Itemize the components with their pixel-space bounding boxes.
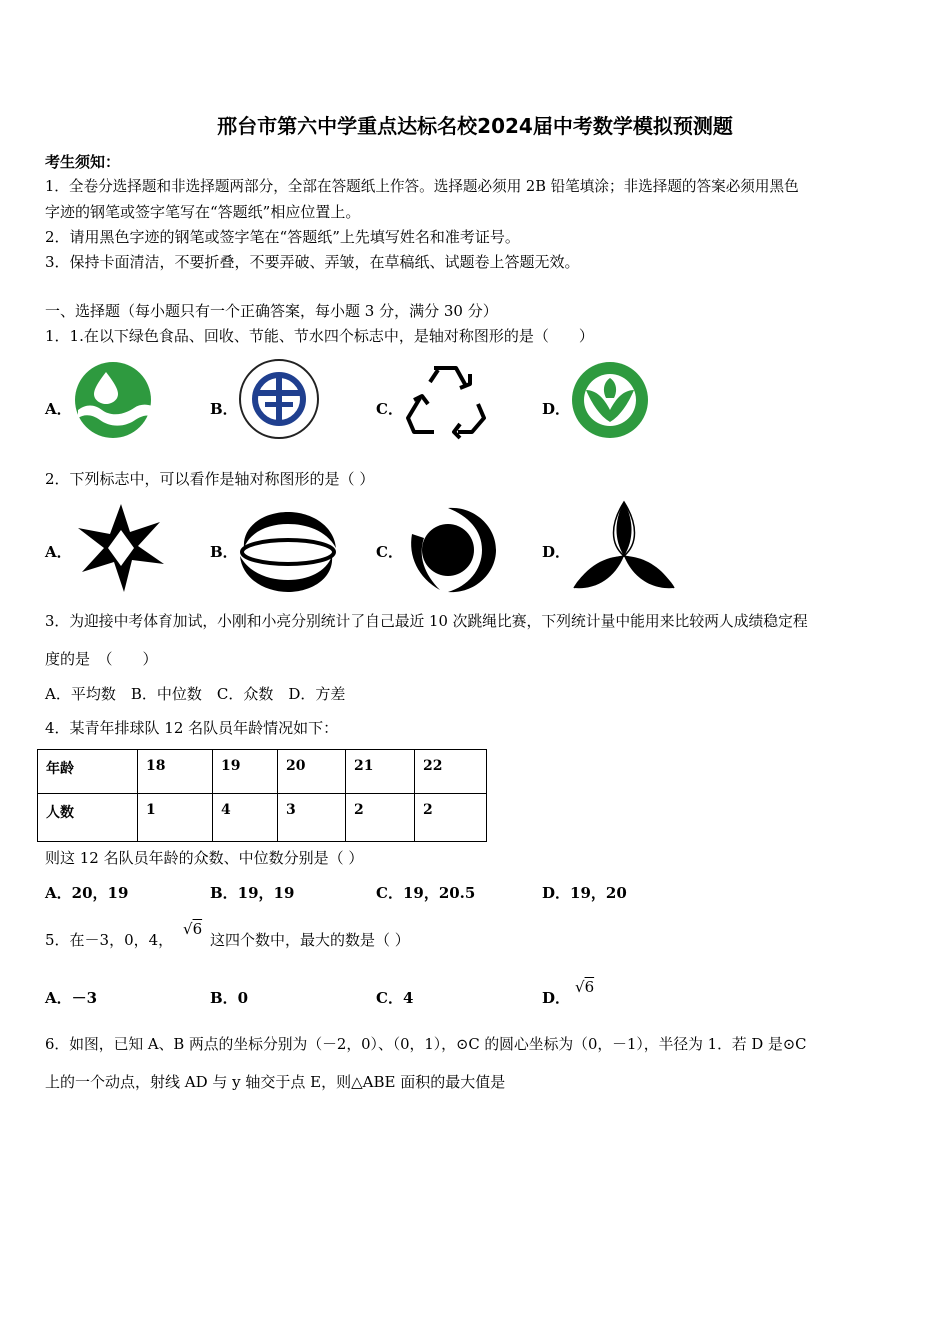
q3-stem-line-2: 度的是 （ ）: [45, 650, 158, 668]
q2-option-c-label: C．: [376, 543, 403, 561]
notice-heading: 考生须知：: [45, 153, 121, 171]
swirl-circle-logo-icon: [404, 504, 498, 596]
page-title: 邢台市第六中学重点达标名校2024届中考数学模拟预测题: [217, 114, 733, 138]
q1-option-d-label: D．: [542, 400, 571, 418]
table-cell: 2: [415, 794, 487, 842]
table-cell: 2: [346, 794, 415, 842]
three-petal-logo-icon: [570, 498, 678, 596]
q4-option-b: B．19，19: [210, 884, 295, 902]
recycle-logo-icon: [404, 362, 486, 440]
table-cell: 年龄: [38, 750, 138, 794]
table-cell: 19: [213, 750, 278, 794]
q4-option-a: A．20，19: [45, 884, 129, 902]
q1-option-b-label: B．: [210, 400, 238, 418]
four-star-logo-icon: [74, 502, 168, 594]
table-cell: 22: [415, 750, 487, 794]
q4-option-d: D．19，20: [542, 884, 627, 902]
q3-options: A．平均数 B．中位数 C．众数 D．方差: [45, 685, 346, 703]
energy-saving-logo-icon: [238, 358, 320, 440]
q2-option-d-label: D．: [542, 543, 571, 561]
table-cell: 1: [138, 794, 213, 842]
water-saving-logo-icon: [72, 360, 154, 440]
q4-stem: 4．某青年排球队 12 名队员年龄情况如下：: [45, 719, 339, 737]
q5-option-d-sqrt: [575, 978, 594, 996]
notice-item-2: 2．请用黑色字迹的钢笔或签字笔在“答题纸”上先填写姓名和准考证号。: [45, 228, 520, 246]
q1-option-a-label: A．: [45, 400, 72, 418]
notice-item-1-line-1: 1．全卷分选择题和非选择题两部分，全部在答题纸上作答。选择题必须用 2B 铅笔填涂；非选择题的答案必须用黑色: [45, 178, 799, 195]
table-cell: 18: [138, 750, 213, 794]
table-cell: 20: [278, 750, 346, 794]
sqrt-radicand: 6: [584, 978, 595, 996]
crescent-ring-logo-icon: [238, 508, 338, 596]
q5-option-b: B．0: [210, 989, 249, 1007]
table-row: [38, 794, 487, 842]
q3-stem-line-1: 3．为迎接中考体育加试，小刚和小亮分别统计了自己最近 10 次跳绳比赛，下列统计量中能用来比较两人成绩稳定程: [45, 613, 808, 630]
q4-question: 则这 12 名队员年龄的众数、中位数分别是（ ）: [45, 849, 364, 867]
sqrt-radicand: 6: [192, 920, 203, 938]
sqrt-sign-icon: √: [575, 978, 585, 996]
green-food-logo-icon: [570, 360, 650, 440]
q5-stem-prefix: 5．在－3，0，4，: [45, 931, 174, 949]
q5-stem-suffix: 这四个数中，最大的数是（ ）: [210, 931, 410, 949]
q2-option-a-label: A．: [45, 543, 72, 561]
q1-stem: 1．1.在以下绿色食品、回收、节能、节水四个标志中，是轴对称图形的是（ ）: [45, 327, 594, 345]
notice-item-1-line-2: 字迹的钢笔或签字笔写在“答题纸”相应位置上。: [45, 203, 361, 221]
notice-item-3: 3．保持卡面清洁，不要折叠，不要弄破、弄皱，在草稿纸、试题卷上答题无效。: [45, 253, 580, 271]
section-heading: 一、选择题（每小题只有一个正确答案，每小题 3 分，满分 30 分）: [45, 302, 498, 320]
q4-option-c: C．19，20.5: [376, 884, 476, 902]
age-table: [37, 749, 487, 842]
q1-option-c-label: C．: [376, 400, 403, 418]
q5-sqrt-expression: [183, 920, 202, 938]
table-cell: 21: [346, 750, 415, 794]
q5-option-c: C．4: [376, 989, 414, 1007]
table-cell: 人数: [38, 794, 138, 842]
table-cell: 3: [278, 794, 346, 842]
q6-line-1: 6．如图，已知 A、B 两点的坐标分别为（－2，0）、（0，1），⊙C 的圆心坐标为（0，－1），半径为 1．若 D 是⊙C: [45, 1036, 807, 1053]
q5-option-d-label: D．: [542, 989, 571, 1007]
q2-option-b-label: B．: [210, 543, 238, 561]
sqrt-sign-icon: √: [183, 920, 193, 938]
q2-stem: 2．下列标志中，可以看作是轴对称图形的是（ ）: [45, 470, 375, 488]
q5-option-a: A．－3: [45, 989, 98, 1007]
table-cell: 4: [213, 794, 278, 842]
table-row: [38, 750, 487, 794]
q6-line-2: 上的一个动点，射线 AD 与 y 轴交于点 E，则△ABE 面积的最大值是: [45, 1073, 506, 1091]
